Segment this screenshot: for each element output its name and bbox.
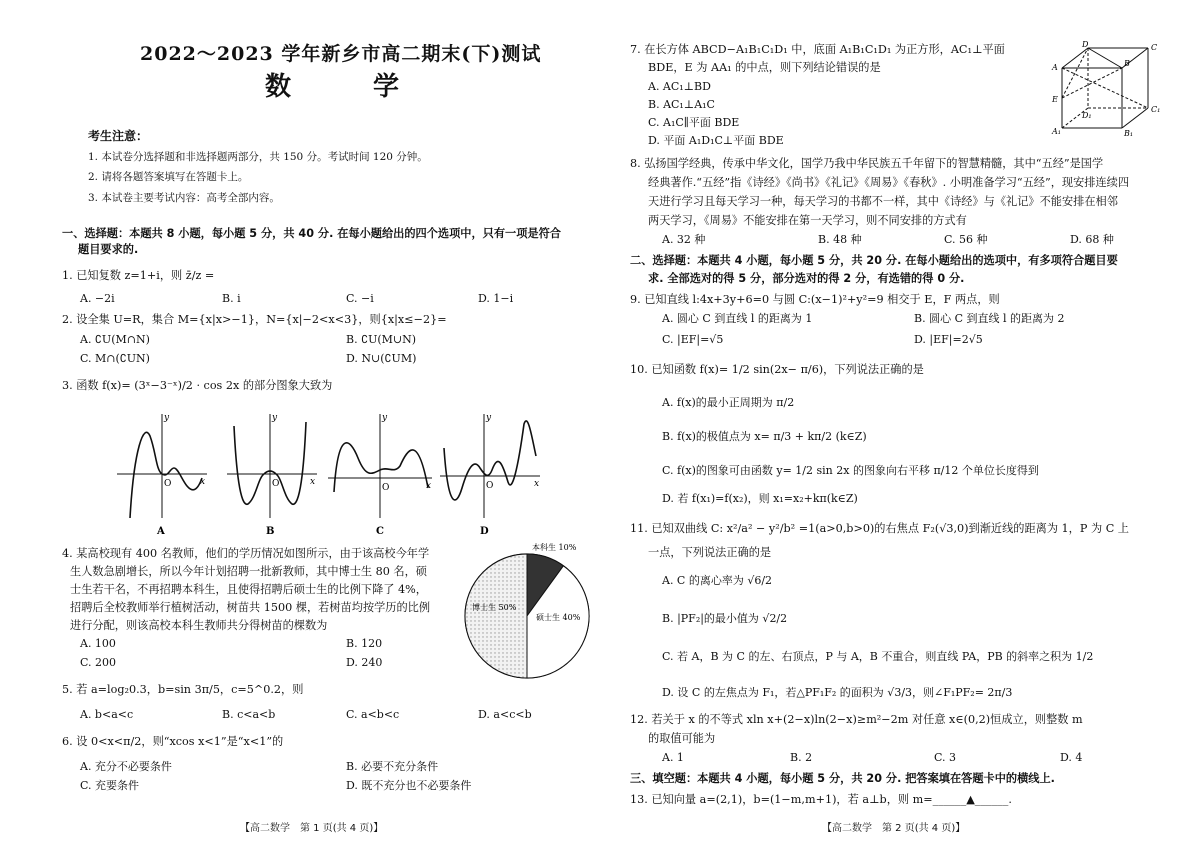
- question-4-line-4: 招聘后全校教师举行植树活动，树苗共 1500 棵，若树苗均按学历的比例: [70, 601, 431, 614]
- fig-label-d1: D₁: [1082, 111, 1092, 120]
- q8-option-a: A. 32 种: [662, 233, 706, 246]
- q1-option-c: C. −i: [346, 292, 374, 305]
- graph-d-origin: O: [486, 481, 494, 491]
- question-13: 13. 已知向量 a=(2,1)，b=(1−m,m+1)，若 a⊥b，则 m=______▲______.: [630, 793, 1012, 806]
- q9-option-b: B. 圆心 C 到直线 l 的距离为 2: [914, 312, 1065, 325]
- question-3: 3. 函数 f(x)= (3ˣ−3⁻ˣ)/2 · cos 2x 的部分图象大致为: [62, 379, 333, 392]
- question-4-line-5: 进行分配，则该高校本科生教师共分得树苗的棵数为: [70, 619, 328, 632]
- section-2-heading-cont: 求. 全部选对的得 5 分，部分选对的得 2 分，有选错的得 0 分.: [648, 272, 965, 285]
- question-6: 6. 设 0<x<π/2，则“xcos x<1”是“x<1”的: [62, 735, 284, 748]
- q7-option-c: C. A₁C∥平面 BDE: [648, 116, 740, 129]
- graph-b-label: B: [266, 526, 275, 537]
- q5-option-b: B. c<a<b: [222, 708, 276, 721]
- fig-label-c: C: [1151, 43, 1158, 52]
- q12-option-b: B. 2: [790, 751, 813, 764]
- q6-option-c: C. 充要条件: [80, 779, 140, 792]
- q5-option-a: A. b<a<c: [80, 708, 134, 721]
- fig-label-b: B: [1124, 59, 1130, 68]
- graph-c-y-label: y: [382, 413, 388, 423]
- q10-option-a: A. f(x)的最小正周期为 π/2: [662, 396, 795, 409]
- page-2: [600, 0, 1200, 864]
- question-10: 10. 已知函数 f(x)= 1/2 sin(2x− π/6)，下列说法正确的是: [630, 363, 924, 376]
- graph-c-label: C: [376, 526, 384, 537]
- subject-title: 数 学: [265, 72, 428, 102]
- section-1-heading: 一、选择题：本题共 8 小题，每小题 5 分，共 40 分. 在每小题给出的四个选项中，只有一项是符合: [62, 227, 561, 240]
- question-2: 2. 设全集 U=R，集合 M={x|x>−1}，N={x|−2<x<3}，则{x|x≤−2}=: [62, 313, 447, 326]
- q11-option-b: B. |PF₂|的最小值为 √2/2: [662, 612, 788, 625]
- q5-option-c: C. a<b<c: [346, 708, 400, 721]
- q2-option-d: D. N∪(∁UM): [346, 352, 417, 365]
- q3-graph-c: [328, 413, 432, 537]
- graph-d-y-label: y: [486, 413, 492, 423]
- graph-a-label: A: [157, 526, 165, 537]
- graph-d-label: D: [480, 526, 489, 537]
- question-12-line-2: 的取值可能为: [648, 732, 716, 745]
- question-8-line-4: 两天学习，《周易》不能安排在第一天学习，则不同安排的方式有: [648, 214, 967, 227]
- q6-option-b: B. 必要不充分条件: [346, 760, 439, 773]
- q7-option-b: B. AC₁⊥A₁C: [648, 98, 715, 111]
- pie-label-master: 硕士生 40%: [536, 613, 581, 622]
- question-9: 9. 已知直线 l:4x+3y+6=0 与圆 C:(x−1)²+y²=9 相交于 E，F 两点，则: [630, 293, 1000, 306]
- q3-graph-d: [440, 413, 540, 537]
- q10-option-c: C. f(x)的图象可由函数 y= 1/2 sin 2x 的图象向右平移 π/12 个单位长度得到: [662, 464, 1039, 477]
- question-12-line-1: 12. 若关于 x 的不等式 xln x+(2−x)ln(2−x)≥m²−2m 对任意 x∈(0,2)恒成立，则整数 m: [630, 713, 1083, 726]
- graph-b-y-label: y: [272, 413, 278, 423]
- q4-option-b: B. 120: [346, 637, 383, 650]
- graph-b-x-label: x: [310, 477, 316, 487]
- graph-a-y-label: y: [164, 413, 170, 423]
- q12-option-d: D. 4: [1060, 751, 1083, 764]
- q12-option-c: C. 3: [934, 751, 957, 764]
- section-1-heading-cont: 题目要求的.: [78, 243, 139, 256]
- q9-option-d: D. |EF|=2√5: [914, 333, 983, 346]
- q1-option-b: B. i: [222, 292, 241, 305]
- pie-slice-doctor: [465, 554, 527, 678]
- graph-d-x-label: x: [534, 479, 540, 489]
- q8-option-b: B. 48 种: [818, 233, 862, 246]
- q10-option-d: D. 若 f(x₁)=f(x₂)，则 x₁=x₂+kπ(k∈Z): [662, 492, 858, 505]
- q3-graph-options: [112, 408, 552, 543]
- notice-line: 3. 本试卷主要考试内容：高考全部内容。: [88, 191, 280, 204]
- pie-label-doctor: 博士生 50%: [472, 603, 517, 612]
- graph-a-x-label: x: [200, 477, 206, 487]
- question-11-line-2: 一点，下列说法正确的是: [648, 546, 772, 559]
- q3-graph-a: [117, 413, 207, 537]
- q2-option-b: B. ∁U(M∪N): [346, 333, 417, 346]
- q7-option-d: D. 平面 A₁D₁C⊥平面 BDE: [648, 134, 784, 147]
- graph-b-origin: O: [272, 479, 280, 489]
- q6-option-d: D. 既不充分也不必要条件: [346, 779, 472, 792]
- fig-label-e: E: [1052, 95, 1058, 104]
- q7-cuboid-figure: [1048, 40, 1168, 140]
- fig-label-b1: B₁: [1124, 129, 1134, 138]
- notice-line: 2. 请将各题答案填写在答题卡上。: [88, 171, 249, 184]
- question-8-line-1: 8. 弘扬国学经典，传承中华文化，国学乃我中华民族五千年留下的智慧精髓，其中“五经”是国学: [630, 157, 1104, 170]
- q1-option-d: D. 1−i: [478, 292, 514, 305]
- footer-page-2: 【高二数学 第 2 页(共 4 页)】: [822, 823, 966, 834]
- q3-graph-b: [227, 413, 317, 537]
- q8-option-c: C. 56 种: [944, 233, 988, 246]
- q10-option-b: B. f(x)的极值点为 x= π/3 + kπ/2 (k∈Z): [662, 430, 867, 443]
- section-2-heading: 二、选择题：本题共 4 小题，每小题 5 分，共 20 分. 在每小题给出的选项中，有多项符合题目要: [630, 254, 1118, 267]
- question-7-line-2: BDE，E 为 AA₁ 的中点，则下列结论错误的是: [648, 61, 881, 74]
- question-5: 5. 若 a=log₂0.3，b=sin 3π/5，c=5^0.2，则: [62, 683, 304, 696]
- fig-label-c1: C₁: [1151, 105, 1161, 114]
- question-4-line-1: 4. 某高校现有 400 名教师，他们的学历情况如图所示，由于该高校今年学: [62, 547, 430, 560]
- q12-option-a: A. 1: [662, 751, 684, 764]
- question-8-line-3: 天进行学习且每天学习一种，每天学习的书都不一样，其中《诗经》与《礼记》不能安排在相邻: [648, 195, 1118, 208]
- q2-option-a: A. ∁U(M∩N): [80, 333, 150, 346]
- q4-option-d: D. 240: [346, 656, 383, 669]
- fig-label-a1: A₁: [1052, 127, 1061, 136]
- footer-page-1: 【高二数学 第 1 页(共 4 页)】: [240, 823, 384, 834]
- notice-line: 1. 本试卷分选择题和非选择题两部分，共 150 分。考试时间 120 分钟。: [88, 151, 428, 164]
- q7-option-a: A. AC₁⊥BD: [648, 80, 711, 93]
- exam-title: 2022～2023 学年新乡市高二期末(下)测试: [140, 43, 542, 65]
- fig-label-d: D: [1082, 40, 1089, 49]
- question-7-line-1: 7. 在长方体 ABCD−A₁B₁C₁D₁ 中，底面 A₁B₁C₁D₁ 为正方形，AC₁⊥平面: [630, 43, 1005, 56]
- q8-option-d: D. 68 种: [1070, 233, 1114, 246]
- pie-label-undergrad: 本科生 10%: [532, 543, 577, 552]
- q6-option-a: A. 充分不必要条件: [80, 760, 172, 773]
- graph-c-origin: O: [382, 483, 390, 493]
- q11-option-a: A. C 的离心率为 √6/2: [662, 574, 773, 587]
- q11-option-c: C. 若 A，B 为 C 的左、右顶点，P 与 A，B 不重合，则直线 PA，PB 的斜率之积为 1/2: [662, 650, 1094, 663]
- question-8-line-2: 经典著作.“五经”指《诗经》《尚书》《礼记》《周易》《春秋》. 小明准备学习“五经”，现安排连续四: [648, 176, 1130, 189]
- question-4-line-3: 士生若干名，不再招聘本科生，且使得招聘后硕士生的比例下降了 4%，: [70, 583, 427, 596]
- graph-a-origin: O: [164, 479, 172, 489]
- question-1: 1. 已知复数 z=1+i，则 z̄/z =: [62, 269, 215, 282]
- q4-pie-chart: [462, 540, 592, 690]
- section-3-heading: 三、填空题：本题共 4 小题，每小题 5 分，共 20 分. 把答案填在答题卡中的横线上.: [630, 772, 1055, 785]
- q9-option-a: A. 圆心 C 到直线 l 的距离为 1: [662, 312, 813, 325]
- question-4-line-2: 生人数急剧增长，所以今年计划招聘一批新教师，其中博士生 80 名，硕: [70, 565, 427, 578]
- graph-c-x-label: x: [426, 481, 432, 491]
- q1-option-a: A. −2i: [80, 292, 115, 305]
- q9-option-c: C. |EF|=√5: [662, 333, 724, 346]
- q4-option-a: A. 100: [80, 637, 116, 650]
- q5-option-d: D. a<c<b: [478, 708, 532, 721]
- fig-label-a: A: [1052, 63, 1058, 72]
- question-11-line-1: 11. 已知双曲线 C: x²/a² − y²/b² =1(a>0,b>0)的右焦点 F₂(√3,0)到渐近线的距离为 1，P 为 C 上: [630, 522, 1129, 535]
- notice-box: [88, 128, 568, 211]
- q4-option-c: C. 200: [80, 656, 117, 669]
- q2-option-c: C. M∩(∁UN): [80, 352, 150, 365]
- notice-heading: 考生注意：: [88, 129, 149, 143]
- q11-option-d: D. 设 C 的左焦点为 F₁，若△PF₁F₂ 的面积为 √3/3，则∠F₁PF₂= 2π/3: [662, 686, 1013, 699]
